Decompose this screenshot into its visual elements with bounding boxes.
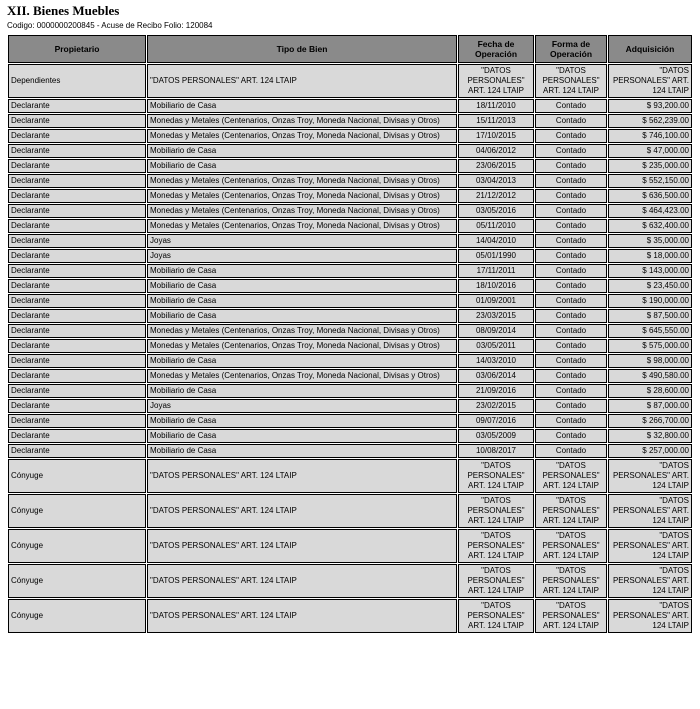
cell-forma: Contado	[535, 219, 607, 233]
table-row	[8, 114, 692, 128]
cell-forma: Contado	[535, 324, 607, 338]
cell-fecha: 03/06/2014	[458, 369, 534, 383]
cell-propietario: Declarante	[8, 309, 146, 323]
table-header-row	[8, 35, 692, 63]
cell-fecha: 03/05/2009	[458, 429, 534, 443]
cell-tipo: Mobiliario de Casa	[147, 384, 457, 398]
table-row	[8, 279, 692, 293]
cell-fecha: 04/06/2012	[458, 144, 534, 158]
page-subtitle: Codigo: 0000000200845 - Acuse de Recibo Folio: 120084	[7, 21, 213, 30]
cell-adquisicion: $ 87,000.00	[608, 399, 692, 413]
table-row	[8, 369, 692, 383]
cell-adquisicion: $ 746,100.00	[608, 129, 692, 143]
cell-propietario: Cónyuge	[8, 599, 146, 633]
cell-adquisicion: $ 636,500.00	[608, 189, 692, 203]
cell-forma: "DATOS PERSONALES" ART. 124 LTAIP	[535, 529, 607, 563]
cell-forma: Contado	[535, 204, 607, 218]
cell-fecha: "DATOS PERSONALES" ART. 124 LTAIP	[458, 564, 534, 598]
cell-fecha: 05/11/2010	[458, 219, 534, 233]
cell-tipo: Monedas y Metales (Centenarios, Onzas Troy, Moneda Nacional, Divisas y Otros)	[147, 204, 457, 218]
cell-fecha: 03/05/2016	[458, 204, 534, 218]
cell-fecha: "DATOS PERSONALES" ART. 124 LTAIP	[458, 459, 534, 493]
cell-tipo: Monedas y Metales (Centenarios, Onzas Troy, Moneda Nacional, Divisas y Otros)	[147, 339, 457, 353]
table-row	[8, 144, 692, 158]
cell-fecha: 23/02/2015	[458, 399, 534, 413]
cell-tipo: Mobiliario de Casa	[147, 294, 457, 308]
cell-forma: Contado	[535, 144, 607, 158]
cell-propietario: Declarante	[8, 189, 146, 203]
cell-forma: Contado	[535, 189, 607, 203]
cell-adquisicion: $ 632,400.00	[608, 219, 692, 233]
cell-adquisicion: $ 575,000.00	[608, 339, 692, 353]
cell-fecha: "DATOS PERSONALES" ART. 124 LTAIP	[458, 529, 534, 563]
cell-propietario: Cónyuge	[8, 494, 146, 528]
column-header-adquisicion: Adquisición	[608, 35, 692, 63]
cell-forma: Contado	[535, 414, 607, 428]
table-row	[8, 294, 692, 308]
table-row	[8, 599, 692, 633]
table-row	[8, 494, 692, 528]
cell-tipo: "DATOS PERSONALES" ART. 124 LTAIP	[147, 64, 457, 98]
table-row	[8, 444, 692, 458]
cell-adquisicion: $ 98,000.00	[608, 354, 692, 368]
cell-fecha: 17/11/2011	[458, 264, 534, 278]
cell-tipo: "DATOS PERSONALES" ART. 124 LTAIP	[147, 494, 457, 528]
cell-forma: "DATOS PERSONALES" ART. 124 LTAIP	[535, 564, 607, 598]
cell-adquisicion: $ 257,000.00	[608, 444, 692, 458]
cell-fecha: 05/01/1990	[458, 249, 534, 263]
cell-adquisicion: "DATOS PERSONALES" ART. 124 LTAIP	[608, 494, 692, 528]
cell-propietario: Declarante	[8, 414, 146, 428]
cell-forma: Contado	[535, 114, 607, 128]
cell-adquisicion: $ 562,239.00	[608, 114, 692, 128]
cell-forma: Contado	[535, 354, 607, 368]
cell-tipo: Joyas	[147, 399, 457, 413]
cell-tipo: Monedas y Metales (Centenarios, Onzas Troy, Moneda Nacional, Divisas y Otros)	[147, 369, 457, 383]
cell-adquisicion: $ 552,150.00	[608, 174, 692, 188]
cell-fecha: "DATOS PERSONALES" ART. 124 LTAIP	[458, 599, 534, 633]
cell-propietario: Declarante	[8, 174, 146, 188]
cell-tipo: Mobiliario de Casa	[147, 429, 457, 443]
cell-tipo: Joyas	[147, 249, 457, 263]
cell-forma: Contado	[535, 369, 607, 383]
cell-forma: Contado	[535, 429, 607, 443]
cell-tipo: Mobiliario de Casa	[147, 264, 457, 278]
cell-adquisicion: $ 32,800.00	[608, 429, 692, 443]
cell-tipo: Mobiliario de Casa	[147, 309, 457, 323]
cell-fecha: 18/11/2010	[458, 99, 534, 113]
cell-forma: Contado	[535, 234, 607, 248]
table-row	[8, 234, 692, 248]
cell-forma: Contado	[535, 309, 607, 323]
cell-forma: Contado	[535, 444, 607, 458]
table-row	[8, 159, 692, 173]
table-row	[8, 399, 692, 413]
cell-tipo: Monedas y Metales (Centenarios, Onzas Troy, Moneda Nacional, Divisas y Otros)	[147, 114, 457, 128]
cell-propietario: Declarante	[8, 234, 146, 248]
cell-fecha: 09/07/2016	[458, 414, 534, 428]
cell-forma: Contado	[535, 339, 607, 353]
cell-adquisicion: $ 23,450.00	[608, 279, 692, 293]
cell-propietario: Dependientes	[8, 64, 146, 98]
cell-adquisicion: $ 490,580.00	[608, 369, 692, 383]
cell-forma: Contado	[535, 174, 607, 188]
cell-propietario: Declarante	[8, 279, 146, 293]
cell-fecha: 15/11/2013	[458, 114, 534, 128]
cell-tipo: Joyas	[147, 234, 457, 248]
column-header-fecha-operacion: Fecha de Operación	[458, 35, 534, 63]
table-row	[8, 219, 692, 233]
cell-propietario: Declarante	[8, 294, 146, 308]
cell-forma: "DATOS PERSONALES" ART. 124 LTAIP	[535, 599, 607, 633]
cell-adquisicion: $ 464,423.00	[608, 204, 692, 218]
cell-forma: Contado	[535, 99, 607, 113]
cell-propietario: Declarante	[8, 249, 146, 263]
cell-fecha: 18/10/2016	[458, 279, 534, 293]
table-row	[8, 429, 692, 443]
cell-fecha: 10/08/2017	[458, 444, 534, 458]
page-title: XII. Bienes Muebles	[7, 3, 120, 18]
cell-fecha: 03/05/2011	[458, 339, 534, 353]
column-header-tipo-de-bien: Tipo de Bien	[147, 35, 457, 63]
cell-adquisicion: $ 28,600.00	[608, 384, 692, 398]
cell-forma: Contado	[535, 159, 607, 173]
cell-propietario: Declarante	[8, 399, 146, 413]
cell-propietario: Cónyuge	[8, 529, 146, 563]
cell-adquisicion: $ 18,000.00	[608, 249, 692, 263]
cell-adquisicion: $ 190,000.00	[608, 294, 692, 308]
cell-forma: Contado	[535, 129, 607, 143]
cell-tipo: Mobiliario de Casa	[147, 444, 457, 458]
cell-tipo: Mobiliario de Casa	[147, 414, 457, 428]
cell-adquisicion: $ 87,500.00	[608, 309, 692, 323]
cell-propietario: Declarante	[8, 114, 146, 128]
cell-forma: Contado	[535, 279, 607, 293]
cell-tipo: Mobiliario de Casa	[147, 99, 457, 113]
cell-fecha: 14/03/2010	[458, 354, 534, 368]
cell-fecha: "DATOS PERSONALES" ART. 124 LTAIP	[458, 64, 534, 98]
cell-adquisicion: $ 266,700.00	[608, 414, 692, 428]
cell-propietario: Declarante	[8, 369, 146, 383]
cell-propietario: Declarante	[8, 354, 146, 368]
cell-propietario: Declarante	[8, 444, 146, 458]
cell-propietario: Declarante	[8, 264, 146, 278]
cell-propietario: Declarante	[8, 384, 146, 398]
cell-adquisicion: $ 35,000.00	[608, 234, 692, 248]
cell-tipo: "DATOS PERSONALES" ART. 124 LTAIP	[147, 564, 457, 598]
cell-forma: "DATOS PERSONALES" ART. 124 LTAIP	[535, 459, 607, 493]
cell-propietario: Declarante	[8, 324, 146, 338]
cell-tipo: Mobiliario de Casa	[147, 279, 457, 293]
table-row	[8, 354, 692, 368]
cell-fecha: 03/04/2013	[458, 174, 534, 188]
cell-fecha: 17/10/2015	[458, 129, 534, 143]
cell-adquisicion: "DATOS PERSONALES" ART. 124 LTAIP	[608, 564, 692, 598]
column-header-propietario: Propietario	[8, 35, 146, 63]
table-row	[8, 529, 692, 563]
cell-tipo: Monedas y Metales (Centenarios, Onzas Troy, Moneda Nacional, Divisas y Otros)	[147, 129, 457, 143]
cell-adquisicion: "DATOS PERSONALES" ART. 124 LTAIP	[608, 599, 692, 633]
cell-adquisicion: "DATOS PERSONALES" ART. 124 LTAIP	[608, 529, 692, 563]
table-row	[8, 204, 692, 218]
cell-adquisicion: $ 143,000.00	[608, 264, 692, 278]
cell-fecha: 21/09/2016	[458, 384, 534, 398]
cell-adquisicion: "DATOS PERSONALES" ART. 124 LTAIP	[608, 64, 692, 98]
cell-tipo: Monedas y Metales (Centenarios, Onzas Troy, Moneda Nacional, Divisas y Otros)	[147, 324, 457, 338]
cell-tipo: Mobiliario de Casa	[147, 144, 457, 158]
cell-propietario: Declarante	[8, 204, 146, 218]
table-row	[8, 339, 692, 353]
cell-propietario: Cónyuge	[8, 459, 146, 493]
table-row	[8, 459, 692, 493]
cell-fecha: 23/03/2015	[458, 309, 534, 323]
cell-adquisicion: $ 93,200.00	[608, 99, 692, 113]
cell-forma: Contado	[535, 384, 607, 398]
cell-propietario: Declarante	[8, 99, 146, 113]
cell-propietario: Declarante	[8, 219, 146, 233]
cell-propietario: Declarante	[8, 159, 146, 173]
table-row	[8, 189, 692, 203]
bienes-muebles-table	[7, 34, 693, 634]
table-row	[8, 384, 692, 398]
table-row	[8, 564, 692, 598]
cell-tipo: Mobiliario de Casa	[147, 159, 457, 173]
cell-forma: "DATOS PERSONALES" ART. 124 LTAIP	[535, 64, 607, 98]
cell-fecha: "DATOS PERSONALES" ART. 124 LTAIP	[458, 494, 534, 528]
table-body	[8, 64, 692, 633]
cell-tipo: Monedas y Metales (Centenarios, Onzas Troy, Moneda Nacional, Divisas y Otros)	[147, 189, 457, 203]
cell-forma: "DATOS PERSONALES" ART. 124 LTAIP	[535, 494, 607, 528]
cell-tipo: "DATOS PERSONALES" ART. 124 LTAIP	[147, 529, 457, 563]
cell-adquisicion: "DATOS PERSONALES" ART. 124 LTAIP	[608, 459, 692, 493]
cell-fecha: 08/09/2014	[458, 324, 534, 338]
table-row	[8, 264, 692, 278]
cell-adquisicion: $ 235,000.00	[608, 159, 692, 173]
table-row	[8, 99, 692, 113]
cell-adquisicion: $ 645,550.00	[608, 324, 692, 338]
cell-fecha: 14/04/2010	[458, 234, 534, 248]
cell-forma: Contado	[535, 294, 607, 308]
cell-tipo: Mobiliario de Casa	[147, 354, 457, 368]
cell-fecha: 21/12/2012	[458, 189, 534, 203]
cell-forma: Contado	[535, 264, 607, 278]
cell-propietario: Cónyuge	[8, 564, 146, 598]
cell-propietario: Declarante	[8, 129, 146, 143]
table-row	[8, 249, 692, 263]
cell-fecha: 01/09/2001	[458, 294, 534, 308]
cell-fecha: 23/06/2015	[458, 159, 534, 173]
cell-tipo: "DATOS PERSONALES" ART. 124 LTAIP	[147, 459, 457, 493]
cell-adquisicion: $ 47,000.00	[608, 144, 692, 158]
table-row	[8, 309, 692, 323]
cell-forma: Contado	[535, 249, 607, 263]
column-header-forma-operacion: Forma de Operación	[535, 35, 607, 63]
cell-forma: Contado	[535, 399, 607, 413]
table-row	[8, 174, 692, 188]
cell-propietario: Declarante	[8, 144, 146, 158]
cell-tipo: "DATOS PERSONALES" ART. 124 LTAIP	[147, 599, 457, 633]
table-row	[8, 414, 692, 428]
table-row	[8, 64, 692, 98]
cell-propietario: Declarante	[8, 429, 146, 443]
cell-tipo: Monedas y Metales (Centenarios, Onzas Troy, Moneda Nacional, Divisas y Otros)	[147, 174, 457, 188]
table-row	[8, 129, 692, 143]
cell-propietario: Declarante	[8, 339, 146, 353]
table-row	[8, 324, 692, 338]
cell-tipo: Monedas y Metales (Centenarios, Onzas Troy, Moneda Nacional, Divisas y Otros)	[147, 219, 457, 233]
